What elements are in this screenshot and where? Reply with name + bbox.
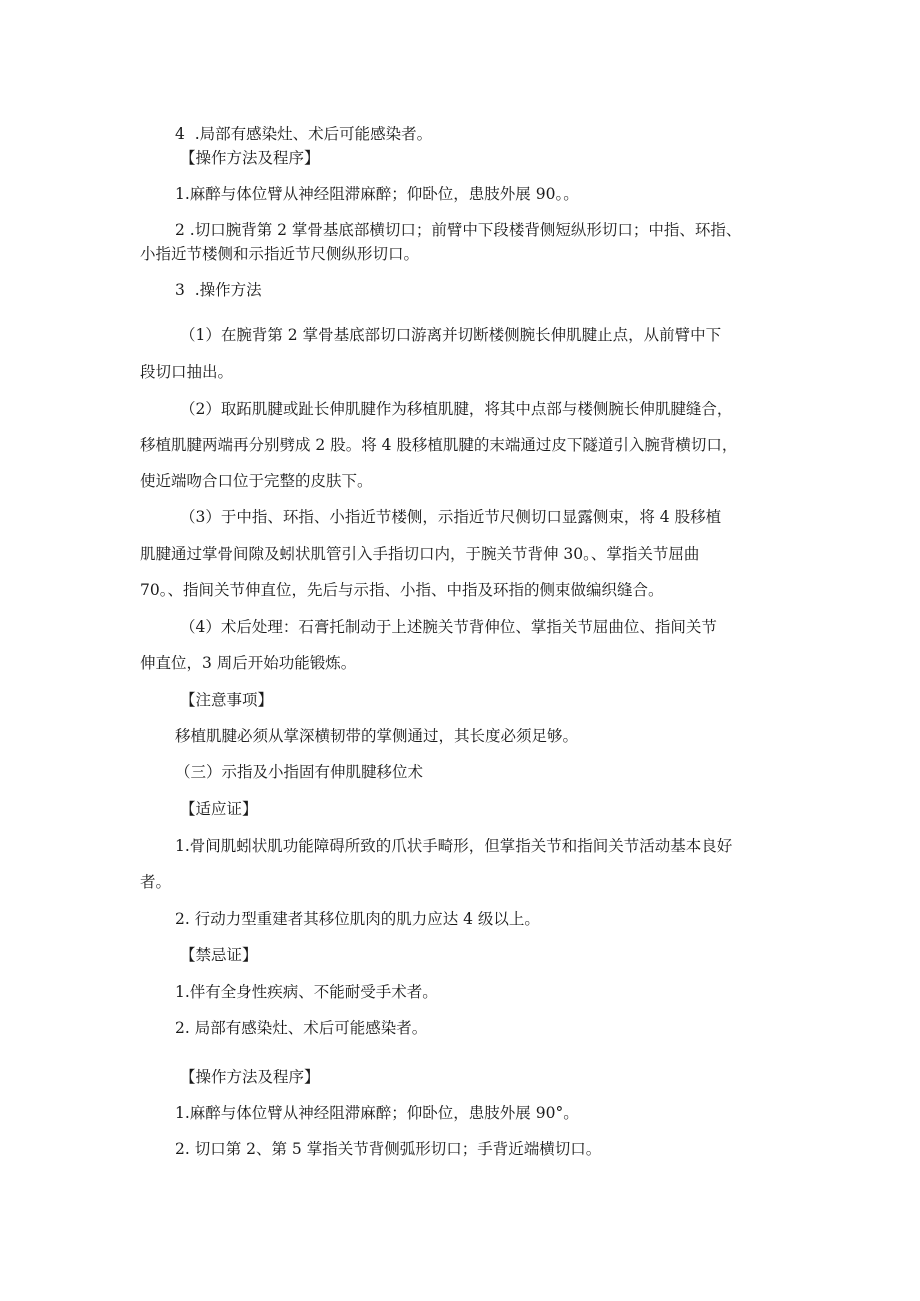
section-heading-notes: 【注意事项】 bbox=[180, 691, 274, 709]
step-3-sub-3-cont-b: 70。、指间关节伸直位，先后与示指、小指、中指及环指的侧束做编织缝合。 bbox=[140, 581, 664, 599]
step-3-sub-3: （3）于中指、环指、小指近节楼侧，示指近节尺侧切口显露侧束，将 4 股移植 bbox=[180, 508, 722, 526]
step-3-sub-2-cont-a: 移植肌腱两端再分别劈成 2 股。将 4 股移植肌腱的末端通过皮下隧道引入腕背横切口， bbox=[140, 436, 738, 454]
procedure-2-step-1: 1.麻醉与体位臂从神经阻滞麻醉；仰卧位，患肢外展 90°。 bbox=[175, 1104, 579, 1122]
step-3-sub-4: （4）术后处理：石膏托制动于上述腕关节背伸位、掌指关节屈曲位、指间关节 bbox=[180, 618, 717, 636]
procedure-step-2-cont: 小指近节楼侧和示指近节尺侧纵形切口。 bbox=[140, 245, 420, 263]
section-heading-contraindications: 【禁忌证】 bbox=[180, 946, 258, 964]
step-3-sub-2-cont-b: 使近端吻合口位于完整的皮肤下。 bbox=[140, 472, 373, 490]
procedure-step-2: 2 .切口腕背第 2 掌骨基底部横切口；前臂中下段楼背侧短纵形切口；中指、环指、 bbox=[175, 221, 742, 239]
contraindication-item-2: 2. 局部有感染灶、术后可能感染者。 bbox=[175, 1019, 428, 1037]
step-3-sub-1-cont: 段切口抽出。 bbox=[140, 363, 234, 381]
section-heading-procedure: 【操作方法及程序】 bbox=[180, 149, 320, 167]
contraindication-item-4: 4 .局部有感染灶、术后可能感染者。 bbox=[175, 125, 433, 143]
section-heading-indications: 【适应证】 bbox=[180, 800, 258, 818]
step-3-sub-3-cont-a: 肌腱通过掌骨间隙及蚓状肌管引入手指切口内，于腕关节背伸 30。、掌指关节屈曲 bbox=[140, 545, 700, 563]
step-3-sub-1: （1）在腕背第 2 掌骨基底部切口游离并切断楼侧腕长伸肌腱止点，从前臂中下 bbox=[180, 326, 722, 344]
contraindication-item-1: 1.伴有全身性疾病、不能耐受手术者。 bbox=[175, 983, 438, 1001]
procedure-step-1: 1.麻醉与体位臂从神经阻滞麻醉；仰卧位，患肢外展 90。。 bbox=[175, 185, 579, 203]
indication-item-1-cont: 者。 bbox=[140, 873, 172, 891]
procedure-step-3: 3 .操作方法 bbox=[175, 281, 262, 299]
indication-item-1: 1.骨间肌蚓状肌功能障碍所致的爪状手畸形，但掌指关节和指间关节活动基本良好 bbox=[175, 837, 733, 855]
section-heading-procedure-2: 【操作方法及程序】 bbox=[180, 1068, 320, 1086]
subsection-title: （三）示指及小指固有伸肌腱移位术 bbox=[175, 763, 424, 781]
procedure-2-step-2: 2. 切口第 2、第 5 掌指关节背侧弧形切口；手背近端横切口。 bbox=[175, 1140, 602, 1158]
step-3-sub-2: （2）取跖肌腱或趾长伸肌腱作为移植肌腱，将其中点部与楼侧腕长伸肌腱缝合， bbox=[180, 400, 733, 418]
step-3-sub-4-cont: 伸直位，3 周后开始功能锻炼。 bbox=[140, 654, 357, 672]
notes-text: 移植肌腱必须从掌深横韧带的掌侧通过，其长度必须足够。 bbox=[175, 727, 579, 745]
indication-item-2: 2. 行动力型重建者其移位肌肉的肌力应达 4 级以上。 bbox=[175, 910, 540, 928]
